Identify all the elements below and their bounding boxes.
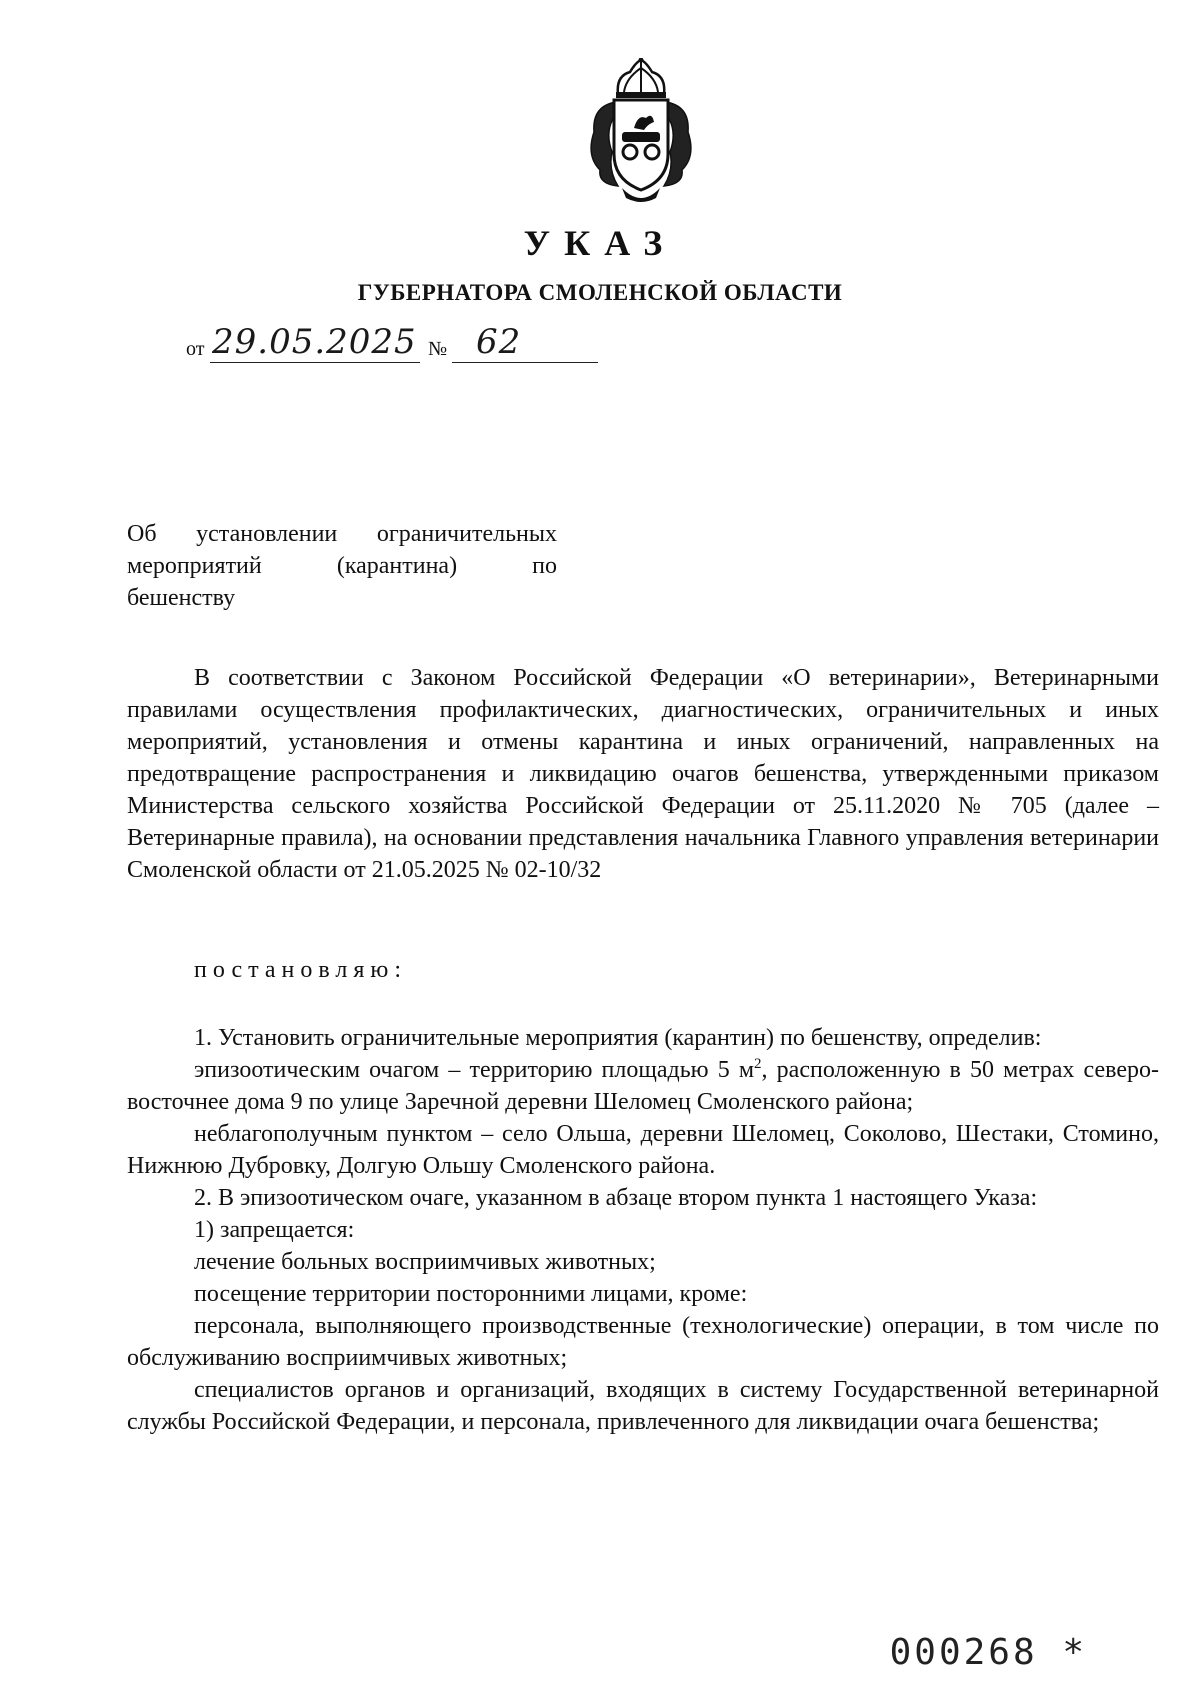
clauses-block <box>127 1022 1159 1438</box>
decree-issuer: ГУБЕРНАТОРА СМОЛЕНСКОЙ ОБЛАСТИ <box>357 280 843 305</box>
date-from-label: от <box>186 338 205 360</box>
clause-1-focus <box>127 1054 1159 1118</box>
handwritten-date: 29.05.2025 <box>212 322 417 362</box>
clause-1: 1. Установить ограничительные мероприятия (карантин) по бешенству, определив: <box>194 1025 1042 1051</box>
date-underline <box>210 362 420 363</box>
handwritten-number: 62 <box>476 322 522 362</box>
document-serial-number: 000268 * <box>889 1632 1087 1673</box>
decree-title: УКАЗ <box>523 223 677 263</box>
clause-2-1-b1: персонала, выполняющего производственные (технологические) операции, в том числе по обслуживанию восприимчивых животных; <box>127 1313 1159 1371</box>
clause-1-unfavorable-point: неблагополучным пунктом – село Ольша, деревни Шеломец, Соколово, Шестаки, Стомино, Нижнюю Дубровку, Долгую Ольшу Смоленского района. <box>127 1121 1159 1179</box>
preamble-block <box>127 662 1159 886</box>
clause-1-focus-superscript: 2 <box>754 1056 762 1072</box>
clause-2-1-b2: специалистов органов и организаций, входящих в систему Государственной ветеринарной службы Российской Федерации, и персонала, привлеченного для ликвидации очага бешенства; <box>127 1377 1159 1435</box>
subject-line-3: бешенству <box>127 585 236 611</box>
clause-2: 2. В эпизоотическом очаге, указанном в абзаце втором пункта 1 настоящего Указа: <box>194 1185 1038 1211</box>
decree-subject <box>127 518 557 614</box>
clause-1-focus-text-b: , расположенную в 50 метрах северо-восточнее дома 9 по улице Заречной деревни Шеломец Смоленского района; <box>127 1057 1159 1115</box>
number-label: № <box>428 338 448 360</box>
clause-1-focus-text-a: эпизоотическим очагом – территорию площадью 5 м <box>194 1057 755 1083</box>
preamble-paragraph: В соответствии с Законом Российской Федерации «О ветеринарии», Ветеринарными правилами осуществления профилактических, диагностических, ограничительных и иных мероприятий, установления и отмены карантина и иных ограничений, направленных на предотвращение распространения и ликвидацию очагов бешенства, утвержденными приказом Министерства сельского хозяйства Российской Федерации от 25.11.2020 № 705 (далее – Ветеринарные правила), на основании представления начальника Главного управления ветеринарии Смоленской области от 21.05.2025 № 02-10/32 <box>127 665 1159 883</box>
clause-2-1: 1) запрещается: <box>194 1217 355 1243</box>
decree-word-block <box>127 954 1159 986</box>
number-underline <box>452 362 598 363</box>
clause-2-1-a: лечение больных восприимчивых животных; <box>194 1249 656 1275</box>
coat-of-arms-icon <box>578 58 704 208</box>
subject-line-2: мероприятий (карантина) по <box>127 553 557 579</box>
decree-word: постановляю: <box>194 957 407 983</box>
clause-2-1-b: посещение территории посторонними лицами, кроме: <box>194 1281 748 1307</box>
subject-line-1: Об установлении ограничительных <box>127 521 557 547</box>
